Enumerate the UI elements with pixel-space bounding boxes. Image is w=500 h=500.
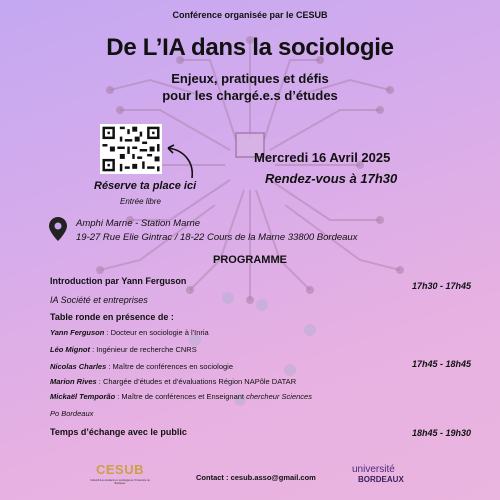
panelist-extra: Po Bordeaux — [50, 409, 94, 418]
exchange-title: Temps d’échange avec le public — [50, 427, 187, 437]
subtitle — [0, 70, 500, 104]
subtitle-line-1: Enjeux, pratiques et défis — [171, 71, 329, 86]
panelist-role-italic: chercheur Sciences — [246, 392, 312, 401]
event-date: Mercredi 16 Avril 2025 — [254, 150, 391, 165]
venue-address: 19-27 Rue Elie Gintrac / 18-22 Cours de la Marne 33800 Bordeaux — [76, 232, 358, 243]
time-slot-2: 17h45 - 18h45 — [412, 359, 472, 369]
intro-title: Introduction par Yann Ferguson — [50, 276, 187, 286]
panelist-item — [50, 392, 312, 401]
university-logo-line-1: université — [352, 464, 395, 475]
panelist-item — [50, 377, 296, 386]
panelist-role: : Maître de conférences en sociologie — [106, 362, 234, 371]
time-slot-3: 18h45 - 19h30 — [412, 428, 472, 438]
qr-code-icon[interactable] — [100, 124, 162, 174]
panelist-name: Léo Mignot — [50, 345, 90, 354]
time-slot-1: 17h30 - 17h45 — [412, 281, 472, 291]
subtitle-line-2: pour les chargé.e.s d’études — [162, 88, 338, 103]
roundtable-title: Table ronde en présence de : — [50, 312, 174, 322]
cesub-logo — [90, 462, 150, 490]
panelist-name: Marion Rives — [50, 377, 97, 386]
organizer-text: Conférence organisée par le CESUB — [172, 10, 328, 20]
event-time: Rendez-vous à 17h30 — [265, 171, 398, 186]
contact-email[interactable]: Contact : cesub.asso@gmail.com — [196, 473, 316, 482]
page-title: De L’IA dans la sociologie — [106, 34, 394, 61]
intro-subtitle: IA Société et entreprises — [50, 295, 148, 305]
cesub-logo-text: CESUB — [95, 462, 144, 477]
program-heading: PROGRAMME — [213, 254, 287, 266]
venue-name: Amphi Marne - Station Marne — [76, 218, 201, 229]
panelist-item — [50, 328, 209, 337]
university-bordeaux-logo — [352, 464, 422, 490]
panelist-name: Yann Ferguson — [50, 328, 105, 337]
university-logo-line-2: BORDEAUX — [358, 475, 404, 484]
panelist-role: : Ingénieur de recherche CNRS — [90, 345, 197, 354]
curved-arrow-icon — [164, 144, 198, 180]
panelist-item — [50, 345, 197, 354]
panelist-role: : Maître de conférences et Enseignant — [115, 392, 247, 401]
cesub-tagline: Collectif des étudiants en sociologie de l'Université de Bordeaux — [90, 479, 150, 485]
reservation-link[interactable]: Réserve ta place ici — [94, 180, 197, 192]
panelist-name: Mickaël Temporão — [50, 392, 116, 401]
panelist-name: Nicolas Charles — [50, 362, 107, 371]
panelist-role: : Chargée d’études et d’évaluations Région NAPôle DATAR — [96, 377, 297, 386]
map-pin-icon — [49, 217, 67, 241]
panelist-item — [50, 362, 233, 371]
free-entry-note: Entrée libre — [120, 197, 161, 206]
panelist-role: : Docteur en sociologie à l'Inria — [104, 328, 209, 337]
